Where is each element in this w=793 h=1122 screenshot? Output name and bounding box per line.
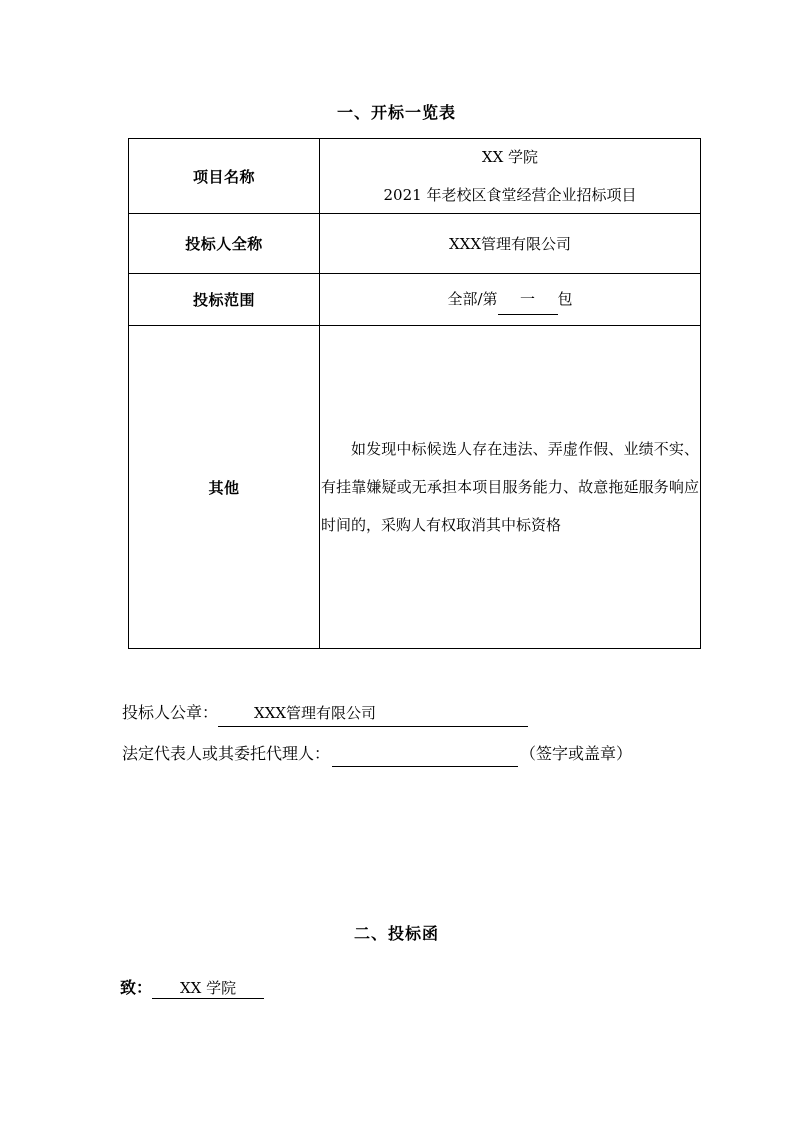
row-label-bid-scope: 投标范围 xyxy=(129,274,320,326)
addressee-label: 致： xyxy=(120,978,153,997)
representative-label: 法定代表人或其委托代理人： xyxy=(122,744,331,763)
letter-addressee-line xyxy=(120,975,264,999)
table-row xyxy=(129,274,701,326)
row-label-bidder-full-name: 投标人全称 xyxy=(129,214,320,274)
seal-value-field[interactable]: XXX管理有限公司 xyxy=(218,700,528,727)
table-row xyxy=(129,139,701,214)
row-label-project-name: 项目名称 xyxy=(129,139,320,214)
project-name-line-2: 2021 年老校区食堂经营企业招标项目 xyxy=(383,186,637,204)
bid-summary-table xyxy=(128,138,701,649)
addressee-value-field[interactable]: XX 学院 xyxy=(152,977,264,999)
representative-signature-line xyxy=(122,741,632,767)
row-value-other xyxy=(320,326,701,649)
row-value-project-name xyxy=(320,139,701,214)
bid-scope-prefix: 全部/第 xyxy=(447,290,498,308)
section-heading-bid-summary: 一、开标一览表 xyxy=(336,103,456,122)
table-row xyxy=(129,214,701,274)
section-heading-bid-letter: 二、投标函 xyxy=(353,924,439,943)
seal-signature-line xyxy=(122,700,528,727)
other-terms-text: 如发现中标候选人存在违法、弄虚作假、业绩不实、有挂靠嫌疑或无承担本项目服务能力、故意拖延服务响应时间的，采购人有权取消其中标资格 xyxy=(321,440,699,534)
representative-value-field[interactable] xyxy=(332,746,518,767)
bid-scope-package-field[interactable]: 一 xyxy=(498,284,558,315)
bid-scope-text xyxy=(320,284,700,315)
table-row xyxy=(129,326,701,649)
row-value-bid-scope xyxy=(320,274,701,326)
project-name-line-1: XX 学院 xyxy=(481,148,539,166)
row-label-other: 其他 xyxy=(129,326,320,649)
bidder-full-name-text: XXX管理有限公司 xyxy=(448,234,572,253)
bid-scope-suffix: 包 xyxy=(557,290,573,308)
row-value-bidder-full-name xyxy=(320,214,701,274)
representative-note: （签字或盖章） xyxy=(520,744,633,763)
seal-label: 投标人公章： xyxy=(122,703,219,722)
